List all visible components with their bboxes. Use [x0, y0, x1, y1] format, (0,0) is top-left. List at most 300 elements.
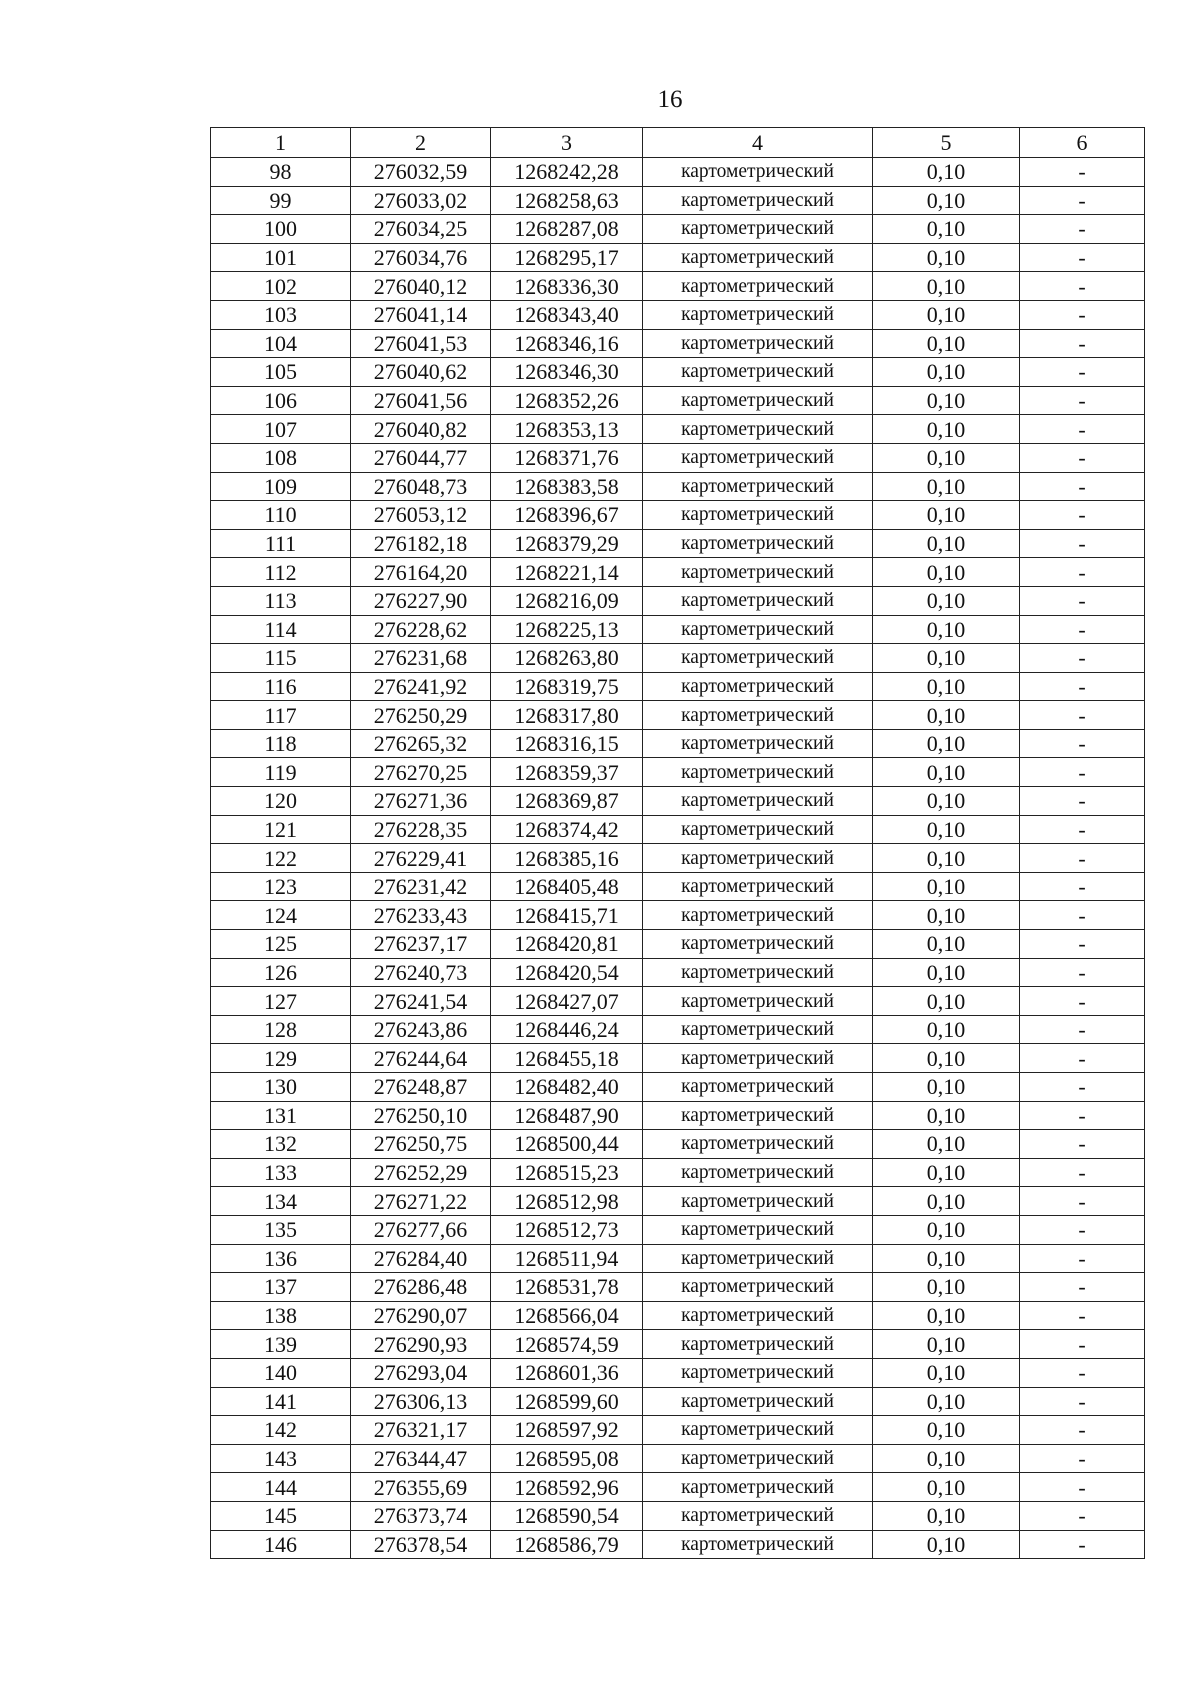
accuracy-cell: 0,10 — [873, 300, 1020, 329]
y-coordinate-cell: 1268586,79 — [491, 1530, 643, 1559]
accuracy-cell: 0,10 — [873, 386, 1020, 415]
table-row — [211, 1301, 1145, 1330]
accuracy-cell: 0,10 — [873, 215, 1020, 244]
accuracy-cell: 0,10 — [873, 729, 1020, 758]
point-number-cell: 144 — [211, 1473, 351, 1502]
y-coordinate-cell: 1268597,92 — [491, 1416, 643, 1445]
point-number-cell: 103 — [211, 300, 351, 329]
note-cell: - — [1020, 1301, 1145, 1330]
table-row — [211, 1044, 1145, 1073]
accuracy-cell: 0,10 — [873, 1273, 1020, 1302]
method-cell: картометрический — [643, 1130, 873, 1159]
x-coordinate-cell: 276378,54 — [351, 1530, 491, 1559]
y-coordinate-cell: 1268566,04 — [491, 1301, 643, 1330]
x-coordinate-cell: 276227,90 — [351, 586, 491, 615]
method-cell: картометрический — [643, 272, 873, 301]
accuracy-cell: 0,10 — [873, 1215, 1020, 1244]
table-row — [211, 1358, 1145, 1387]
point-number-cell: 121 — [211, 815, 351, 844]
accuracy-cell: 0,10 — [873, 1044, 1020, 1073]
point-number-cell: 104 — [211, 329, 351, 358]
y-coordinate-cell: 1268242,28 — [491, 158, 643, 187]
method-cell: картометрический — [643, 729, 873, 758]
x-coordinate-cell: 276048,73 — [351, 472, 491, 501]
table-row — [211, 672, 1145, 701]
point-number-cell: 138 — [211, 1301, 351, 1330]
point-number-cell: 98 — [211, 158, 351, 187]
x-coordinate-cell: 276290,93 — [351, 1330, 491, 1359]
method-cell: картометрический — [643, 443, 873, 472]
note-cell: - — [1020, 1330, 1145, 1359]
x-coordinate-cell: 276040,12 — [351, 272, 491, 301]
note-cell: - — [1020, 987, 1145, 1016]
point-number-cell: 112 — [211, 558, 351, 587]
accuracy-cell: 0,10 — [873, 1073, 1020, 1102]
y-coordinate-cell: 1268511,94 — [491, 1244, 643, 1273]
point-number-cell: 114 — [211, 615, 351, 644]
accuracy-cell: 0,10 — [873, 987, 1020, 1016]
method-cell: картометрический — [643, 300, 873, 329]
table-row — [211, 158, 1145, 187]
point-number-cell: 146 — [211, 1530, 351, 1559]
point-number-cell: 140 — [211, 1358, 351, 1387]
y-coordinate-cell: 1268295,17 — [491, 243, 643, 272]
point-number-cell: 110 — [211, 501, 351, 530]
y-coordinate-cell: 1268574,59 — [491, 1330, 643, 1359]
accuracy-cell: 0,10 — [873, 243, 1020, 272]
method-cell: картометрический — [643, 1044, 873, 1073]
y-coordinate-cell: 1268405,48 — [491, 872, 643, 901]
method-cell: картометрический — [643, 701, 873, 730]
method-cell: картометрический — [643, 329, 873, 358]
note-cell: - — [1020, 901, 1145, 930]
point-number-cell: 111 — [211, 529, 351, 558]
method-cell: картометрический — [643, 1158, 873, 1187]
table-row — [211, 958, 1145, 987]
method-cell: картометрический — [643, 987, 873, 1016]
x-coordinate-cell: 276286,48 — [351, 1273, 491, 1302]
note-cell: - — [1020, 386, 1145, 415]
point-number-cell: 130 — [211, 1073, 351, 1102]
note-cell: - — [1020, 758, 1145, 787]
accuracy-cell: 0,10 — [873, 1387, 1020, 1416]
x-coordinate-cell: 276306,13 — [351, 1387, 491, 1416]
point-number-cell: 129 — [211, 1044, 351, 1073]
table-row — [211, 1444, 1145, 1473]
note-cell: - — [1020, 872, 1145, 901]
y-coordinate-cell: 1268221,14 — [491, 558, 643, 587]
x-coordinate-cell: 276284,40 — [351, 1244, 491, 1273]
x-coordinate-cell: 276290,07 — [351, 1301, 491, 1330]
method-cell: картометрический — [643, 1015, 873, 1044]
point-number-cell: 125 — [211, 930, 351, 959]
table-row — [211, 586, 1145, 615]
column-header: 3 — [491, 128, 643, 158]
point-number-cell: 115 — [211, 644, 351, 673]
table-row — [211, 501, 1145, 530]
point-number-cell: 143 — [211, 1444, 351, 1473]
note-cell: - — [1020, 615, 1145, 644]
point-number-cell: 101 — [211, 243, 351, 272]
point-number-cell: 119 — [211, 758, 351, 787]
accuracy-cell: 0,10 — [873, 272, 1020, 301]
table-row — [211, 901, 1145, 930]
note-cell: - — [1020, 1130, 1145, 1159]
note-cell: - — [1020, 1158, 1145, 1187]
accuracy-cell: 0,10 — [873, 586, 1020, 615]
note-cell: - — [1020, 1358, 1145, 1387]
table-row — [211, 443, 1145, 472]
method-cell: картометрический — [643, 1473, 873, 1502]
note-cell: - — [1020, 415, 1145, 444]
table-row — [211, 1273, 1145, 1302]
y-coordinate-cell: 1268316,15 — [491, 729, 643, 758]
x-coordinate-cell: 276250,10 — [351, 1101, 491, 1130]
method-cell: картометрический — [643, 1215, 873, 1244]
method-cell: картометрический — [643, 1073, 873, 1102]
x-coordinate-cell: 276231,42 — [351, 872, 491, 901]
accuracy-cell: 0,10 — [873, 1416, 1020, 1445]
x-coordinate-cell: 276044,77 — [351, 443, 491, 472]
table-row — [211, 1130, 1145, 1159]
note-cell: - — [1020, 1187, 1145, 1216]
table-row — [211, 272, 1145, 301]
accuracy-cell: 0,10 — [873, 1158, 1020, 1187]
note-cell: - — [1020, 329, 1145, 358]
method-cell: картометрический — [643, 1101, 873, 1130]
point-number-cell: 134 — [211, 1187, 351, 1216]
x-coordinate-cell: 276237,17 — [351, 930, 491, 959]
y-coordinate-cell: 1268371,76 — [491, 443, 643, 472]
table-row — [211, 758, 1145, 787]
y-coordinate-cell: 1268595,08 — [491, 1444, 643, 1473]
point-number-cell: 113 — [211, 586, 351, 615]
y-coordinate-cell: 1268385,16 — [491, 844, 643, 873]
y-coordinate-cell: 1268263,80 — [491, 644, 643, 673]
x-coordinate-cell: 276344,47 — [351, 1444, 491, 1473]
x-coordinate-cell: 276248,87 — [351, 1073, 491, 1102]
point-number-cell: 141 — [211, 1387, 351, 1416]
column-header: 6 — [1020, 128, 1145, 158]
table-row — [211, 329, 1145, 358]
x-coordinate-cell: 276250,75 — [351, 1130, 491, 1159]
y-coordinate-cell: 1268319,75 — [491, 672, 643, 701]
point-number-cell: 127 — [211, 987, 351, 1016]
table-row — [211, 615, 1145, 644]
y-coordinate-cell: 1268343,40 — [491, 300, 643, 329]
table-row — [211, 1416, 1145, 1445]
accuracy-cell: 0,10 — [873, 158, 1020, 187]
method-cell: картометрический — [643, 672, 873, 701]
method-cell: картометрический — [643, 558, 873, 587]
accuracy-cell: 0,10 — [873, 329, 1020, 358]
y-coordinate-cell: 1268446,24 — [491, 1015, 643, 1044]
accuracy-cell: 0,10 — [873, 644, 1020, 673]
point-number-cell: 131 — [211, 1101, 351, 1130]
y-coordinate-cell: 1268379,29 — [491, 529, 643, 558]
table-row — [211, 529, 1145, 558]
table-row — [211, 1101, 1145, 1130]
x-coordinate-cell: 276041,53 — [351, 329, 491, 358]
x-coordinate-cell: 276240,73 — [351, 958, 491, 987]
x-coordinate-cell: 276032,59 — [351, 158, 491, 187]
y-coordinate-cell: 1268216,09 — [491, 586, 643, 615]
note-cell: - — [1020, 158, 1145, 187]
note-cell: - — [1020, 1387, 1145, 1416]
x-coordinate-cell: 276053,12 — [351, 501, 491, 530]
table-row — [211, 300, 1145, 329]
x-coordinate-cell: 276270,25 — [351, 758, 491, 787]
table-row — [211, 215, 1145, 244]
x-coordinate-cell: 276241,54 — [351, 987, 491, 1016]
note-cell: - — [1020, 529, 1145, 558]
x-coordinate-cell: 276040,82 — [351, 415, 491, 444]
method-cell: картометрический — [643, 386, 873, 415]
x-coordinate-cell: 276231,68 — [351, 644, 491, 673]
method-cell: картометрический — [643, 158, 873, 187]
accuracy-cell: 0,10 — [873, 501, 1020, 530]
y-coordinate-cell: 1268512,98 — [491, 1187, 643, 1216]
table-row — [211, 472, 1145, 501]
y-coordinate-cell: 1268420,81 — [491, 930, 643, 959]
table-row — [211, 358, 1145, 387]
table-row — [211, 1473, 1145, 1502]
point-number-cell: 118 — [211, 729, 351, 758]
x-coordinate-cell: 276250,29 — [351, 701, 491, 730]
accuracy-cell: 0,10 — [873, 930, 1020, 959]
table-row — [211, 1530, 1145, 1559]
column-header: 1 — [211, 128, 351, 158]
x-coordinate-cell: 276293,04 — [351, 1358, 491, 1387]
point-number-cell: 117 — [211, 701, 351, 730]
point-number-cell: 100 — [211, 215, 351, 244]
method-cell: картометрический — [643, 958, 873, 987]
accuracy-cell: 0,10 — [873, 1101, 1020, 1130]
y-coordinate-cell: 1268369,87 — [491, 787, 643, 816]
y-coordinate-cell: 1268531,78 — [491, 1273, 643, 1302]
table-row — [211, 1387, 1145, 1416]
method-cell: картометрический — [643, 215, 873, 244]
note-cell: - — [1020, 1244, 1145, 1273]
accuracy-cell: 0,10 — [873, 787, 1020, 816]
method-cell: картометрический — [643, 529, 873, 558]
x-coordinate-cell: 276041,14 — [351, 300, 491, 329]
table-row — [211, 1073, 1145, 1102]
method-cell: картометрический — [643, 758, 873, 787]
accuracy-cell: 0,10 — [873, 1130, 1020, 1159]
note-cell: - — [1020, 844, 1145, 873]
point-number-cell: 137 — [211, 1273, 351, 1302]
accuracy-cell: 0,10 — [873, 901, 1020, 930]
point-number-cell: 124 — [211, 901, 351, 930]
table-row — [211, 787, 1145, 816]
y-coordinate-cell: 1268455,18 — [491, 1044, 643, 1073]
column-header: 2 — [351, 128, 491, 158]
accuracy-cell: 0,10 — [873, 472, 1020, 501]
method-cell: картометрический — [643, 644, 873, 673]
y-coordinate-cell: 1268590,54 — [491, 1501, 643, 1530]
note-cell: - — [1020, 243, 1145, 272]
x-coordinate-cell: 276033,02 — [351, 186, 491, 215]
accuracy-cell: 0,10 — [873, 558, 1020, 587]
method-cell: картометрический — [643, 615, 873, 644]
y-coordinate-cell: 1268383,58 — [491, 472, 643, 501]
x-coordinate-cell: 276164,20 — [351, 558, 491, 587]
method-cell: картометрический — [643, 415, 873, 444]
x-coordinate-cell: 276373,74 — [351, 1501, 491, 1530]
accuracy-cell: 0,10 — [873, 758, 1020, 787]
y-coordinate-cell: 1268601,36 — [491, 1358, 643, 1387]
x-coordinate-cell: 276034,25 — [351, 215, 491, 244]
table-row — [211, 386, 1145, 415]
note-cell: - — [1020, 787, 1145, 816]
note-cell: - — [1020, 1273, 1145, 1302]
y-coordinate-cell: 1268515,23 — [491, 1158, 643, 1187]
note-cell: - — [1020, 558, 1145, 587]
x-coordinate-cell: 276228,35 — [351, 815, 491, 844]
x-coordinate-cell: 276041,56 — [351, 386, 491, 415]
point-number-cell: 142 — [211, 1416, 351, 1445]
note-cell: - — [1020, 1530, 1145, 1559]
x-coordinate-cell: 276241,92 — [351, 672, 491, 701]
table-row — [211, 1244, 1145, 1273]
accuracy-cell: 0,10 — [873, 1530, 1020, 1559]
point-number-cell: 139 — [211, 1330, 351, 1359]
point-number-cell: 107 — [211, 415, 351, 444]
table-row — [211, 844, 1145, 873]
table-row — [211, 415, 1145, 444]
page-number: 16 — [657, 86, 683, 113]
point-number-cell: 106 — [211, 386, 351, 415]
table-body — [211, 158, 1145, 1559]
header-row — [211, 128, 1145, 158]
method-cell: картометрический — [643, 1244, 873, 1273]
accuracy-cell: 0,10 — [873, 1501, 1020, 1530]
table-row — [211, 1330, 1145, 1359]
method-cell: картометрический — [643, 930, 873, 959]
column-header: 5 — [873, 128, 1020, 158]
method-cell: картометрический — [643, 844, 873, 873]
point-number-cell: 122 — [211, 844, 351, 873]
accuracy-cell: 0,10 — [873, 529, 1020, 558]
y-coordinate-cell: 1268359,37 — [491, 758, 643, 787]
y-coordinate-cell: 1268374,42 — [491, 815, 643, 844]
point-number-cell: 99 — [211, 186, 351, 215]
x-coordinate-cell: 276182,18 — [351, 529, 491, 558]
x-coordinate-cell: 276229,41 — [351, 844, 491, 873]
note-cell: - — [1020, 501, 1145, 530]
table-row — [211, 186, 1145, 215]
method-cell: картометрический — [643, 1358, 873, 1387]
note-cell: - — [1020, 1044, 1145, 1073]
point-number-cell: 145 — [211, 1501, 351, 1530]
accuracy-cell: 0,10 — [873, 1244, 1020, 1273]
accuracy-cell: 0,10 — [873, 815, 1020, 844]
note-cell: - — [1020, 586, 1145, 615]
method-cell: картометрический — [643, 1330, 873, 1359]
table-row — [211, 815, 1145, 844]
note-cell: - — [1020, 1473, 1145, 1502]
point-number-cell: 126 — [211, 958, 351, 987]
method-cell: картометрический — [643, 186, 873, 215]
method-cell: картометрический — [643, 1416, 873, 1445]
accuracy-cell: 0,10 — [873, 615, 1020, 644]
method-cell: картометрический — [643, 501, 873, 530]
point-number-cell: 120 — [211, 787, 351, 816]
note-cell: - — [1020, 1101, 1145, 1130]
y-coordinate-cell: 1268258,63 — [491, 186, 643, 215]
table-row — [211, 729, 1145, 758]
y-coordinate-cell: 1268487,90 — [491, 1101, 643, 1130]
point-number-cell: 123 — [211, 872, 351, 901]
point-number-cell: 136 — [211, 1244, 351, 1273]
y-coordinate-cell: 1268336,30 — [491, 272, 643, 301]
method-cell: картометрический — [643, 787, 873, 816]
x-coordinate-cell: 276321,17 — [351, 1416, 491, 1445]
accuracy-cell: 0,10 — [873, 672, 1020, 701]
note-cell: - — [1020, 1416, 1145, 1445]
method-cell: картометрический — [643, 1273, 873, 1302]
method-cell: картометрический — [643, 1501, 873, 1530]
x-coordinate-cell: 276277,66 — [351, 1215, 491, 1244]
table-row — [211, 644, 1145, 673]
table-row — [211, 1501, 1145, 1530]
x-coordinate-cell: 276252,29 — [351, 1158, 491, 1187]
y-coordinate-cell: 1268512,73 — [491, 1215, 643, 1244]
point-number-cell: 102 — [211, 272, 351, 301]
note-cell: - — [1020, 644, 1145, 673]
note-cell: - — [1020, 930, 1145, 959]
column-header: 4 — [643, 128, 873, 158]
point-number-cell: 128 — [211, 1015, 351, 1044]
x-coordinate-cell: 276271,22 — [351, 1187, 491, 1216]
note-cell: - — [1020, 1215, 1145, 1244]
x-coordinate-cell: 276244,64 — [351, 1044, 491, 1073]
table-row — [211, 1187, 1145, 1216]
note-cell: - — [1020, 1444, 1145, 1473]
y-coordinate-cell: 1268287,08 — [491, 215, 643, 244]
table-row — [211, 930, 1145, 959]
y-coordinate-cell: 1268352,26 — [491, 386, 643, 415]
accuracy-cell: 0,10 — [873, 844, 1020, 873]
x-coordinate-cell: 276040,62 — [351, 358, 491, 387]
x-coordinate-cell: 276243,86 — [351, 1015, 491, 1044]
accuracy-cell: 0,10 — [873, 1187, 1020, 1216]
x-coordinate-cell: 276034,76 — [351, 243, 491, 272]
x-coordinate-cell: 276271,36 — [351, 787, 491, 816]
accuracy-cell: 0,10 — [873, 701, 1020, 730]
table-row — [211, 872, 1145, 901]
accuracy-cell: 0,10 — [873, 186, 1020, 215]
accuracy-cell: 0,10 — [873, 415, 1020, 444]
note-cell: - — [1020, 1073, 1145, 1102]
y-coordinate-cell: 1268396,67 — [491, 501, 643, 530]
table-row — [211, 558, 1145, 587]
note-cell: - — [1020, 300, 1145, 329]
x-coordinate-cell: 276233,43 — [351, 901, 491, 930]
accuracy-cell: 0,10 — [873, 958, 1020, 987]
point-number-cell: 109 — [211, 472, 351, 501]
x-coordinate-cell: 276228,62 — [351, 615, 491, 644]
method-cell: картометрический — [643, 358, 873, 387]
table-row — [211, 701, 1145, 730]
y-coordinate-cell: 1268317,80 — [491, 701, 643, 730]
method-cell: картометрический — [643, 1301, 873, 1330]
y-coordinate-cell: 1268599,60 — [491, 1387, 643, 1416]
table-row — [211, 1215, 1145, 1244]
note-cell: - — [1020, 443, 1145, 472]
y-coordinate-cell: 1268346,30 — [491, 358, 643, 387]
